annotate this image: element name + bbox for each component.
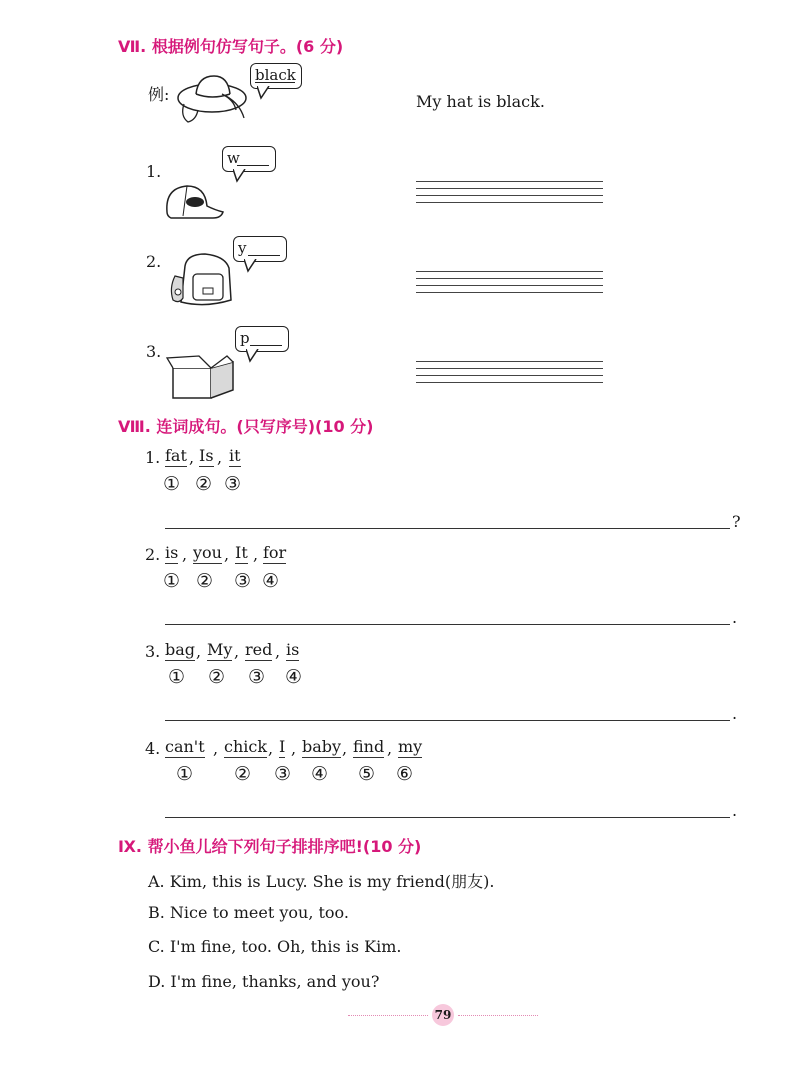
number-mark: ③ [274,763,292,785]
section-7-title: Ⅶ. 根据例句仿写句子。(6 分) [118,37,344,56]
item-number: 3. [146,342,162,361]
word: baby [302,737,342,756]
word: you [193,543,222,562]
number-mark: ② [196,570,214,592]
example-bubble [250,63,302,89]
word: is [165,543,179,562]
word: it [229,446,241,465]
number-mark: ① [168,666,186,688]
page-number: 79 [432,1004,454,1026]
writing-lines [416,181,603,209]
comma: , [182,545,188,564]
word: can't [165,737,205,756]
end-mark: ? [732,512,741,531]
sentence-d: D. I'm fine, thanks, and you? [148,972,380,991]
number-mark: ③ [248,666,266,688]
cap-icon [163,182,225,222]
number-mark: ② [195,473,213,495]
bubble-2 [233,236,287,262]
sentence-a: A. Kim, this is Lucy. She is my friend(朋友). [148,872,495,891]
number-mark: ④ [285,666,303,688]
number-mark: ③ [234,570,252,592]
bubble-3-letter: p [240,329,250,347]
comma: , [213,739,219,758]
end-mark: . [732,704,738,723]
box-icon [165,354,237,400]
number-mark: ⑤ [358,763,376,785]
comma: , [291,739,297,758]
answer-line [165,528,730,529]
writing-lines [416,271,603,299]
bubble-underline [248,255,280,256]
item-number: 1. [145,448,161,467]
sentence-b: B. Nice to meet you, too. [148,903,349,922]
item-number: 3. [145,642,161,661]
comma: , [189,448,195,467]
number-mark: ③ [224,473,242,495]
bubble-underline [250,345,282,346]
comma: , [253,545,259,564]
end-mark: . [732,608,738,627]
number-mark: ④ [311,763,329,785]
comma: , [196,642,202,661]
number-mark: ① [163,570,181,592]
number-mark: ④ [262,570,280,592]
bubble-tail [244,259,258,273]
item-number: 1. [146,162,162,181]
answer-line [165,624,730,625]
example-label: 例: [148,85,170,104]
example-sentence: My hat is black. [416,92,545,111]
word: find [353,737,385,756]
comma: , [224,545,230,564]
sentence-c: C. I'm fine, too. Oh, this is Kim. [148,937,402,956]
word: fat [165,446,187,465]
number-mark: ② [234,763,252,785]
bubble-tail [257,86,271,100]
item-number: 2. [145,545,161,564]
end-mark: . [732,801,738,820]
bubble-tail [246,349,260,363]
word: for [263,543,287,562]
item-number: 4. [145,739,161,758]
page-divider-right [458,1015,538,1016]
word: my [398,737,423,756]
comma: , [342,739,348,758]
section-8-title: Ⅷ. 连词成句。(只写序号)(10 分) [118,417,374,436]
bubble-2-letter: y [238,239,247,257]
comma: , [387,739,393,758]
word: My [207,640,233,659]
number-mark: ② [208,666,226,688]
writing-lines [416,361,603,389]
hat-icon [174,70,252,128]
number-mark: ⑥ [396,763,414,785]
word: is [286,640,300,659]
number-mark: ① [163,473,181,495]
comma: , [217,448,223,467]
word: Is [199,446,214,465]
word: red [245,640,273,659]
word: It [235,543,248,562]
page-divider-left [348,1015,428,1016]
bubble-tail [233,169,247,183]
bubble-underline [255,82,295,83]
comma: , [268,739,274,758]
bubble-1 [222,146,276,172]
word: I [279,737,286,756]
item-number: 2. [146,252,162,271]
word: chick [224,737,268,756]
word: bag [165,640,196,659]
comma: , [234,642,240,661]
bubble-3 [235,326,289,352]
answer-line [165,720,730,721]
backpack-icon [165,252,237,308]
bubble-underline [237,165,269,166]
number-mark: ① [176,763,194,785]
bubble-1-letter: w [227,149,240,167]
section-9-title: Ⅸ. 帮小鱼儿给下列句子排排序吧!(10 分) [118,837,422,856]
comma: , [275,642,281,661]
example-bubble-text: black [255,66,296,84]
answer-line [165,817,730,818]
